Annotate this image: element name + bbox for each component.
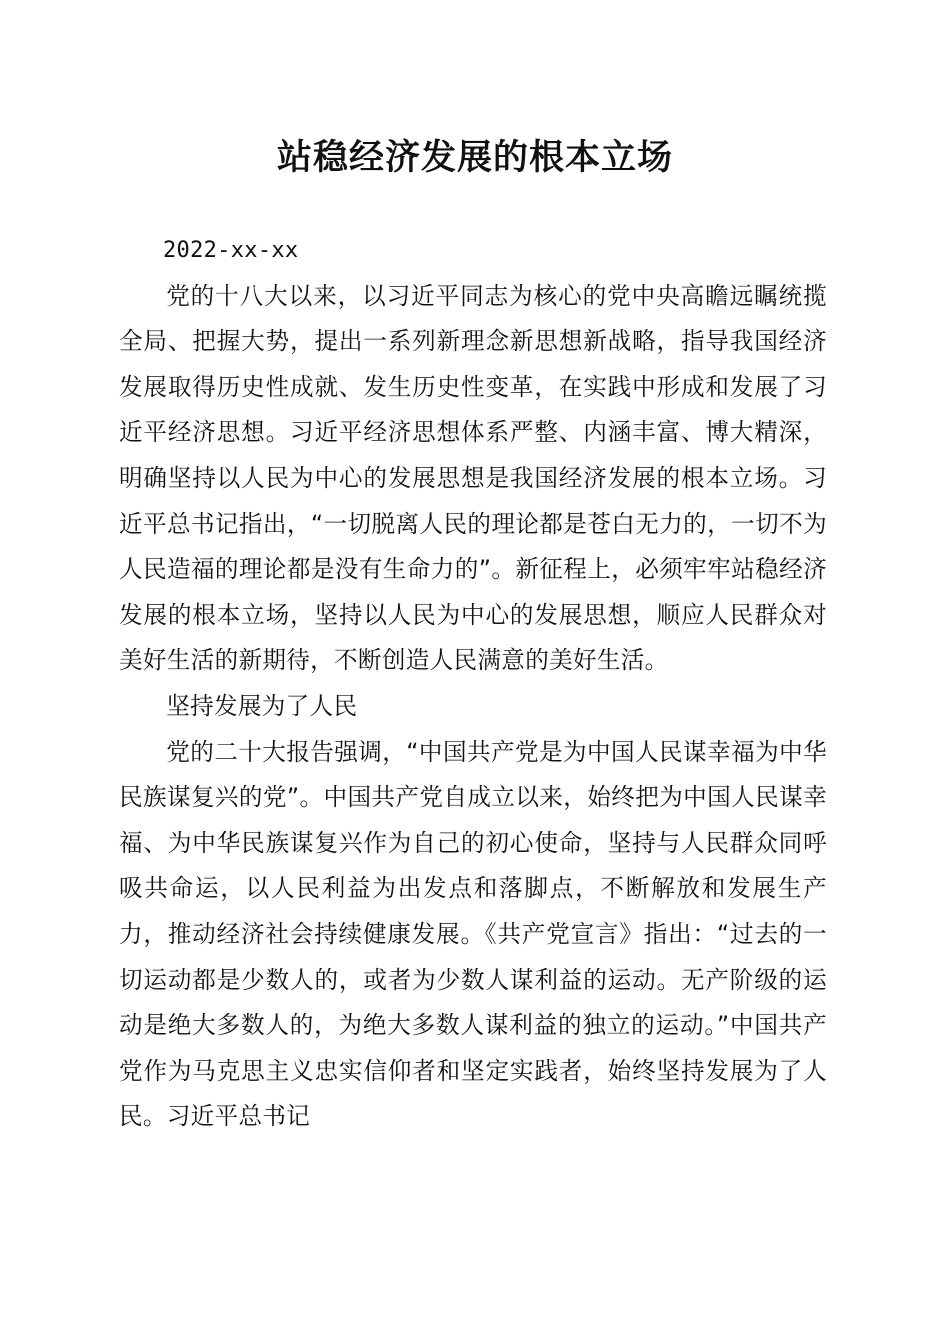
section-heading: 坚持发展为了人民	[166, 691, 358, 720]
paragraph-intro: 党的十八大以来，以习近平同志为核心的党中央高瞻远瞩统揽全局、把握大势，提出一系列新理念新思想新战略，指导我国经济发展取得历史性成就、发生历史性变革，在实践中形成和发展了习近平经济思想。习近平经济思想体系严整、内涵丰富、博大精深，明确坚持以人民为中心的发展思想是我国经济发展的根本立场。习近平总书记指出，“一切脱离人民的理论都是苍白无力的，一切不为人民造福的理论都是没有生命力的”。新征程上，必须牢牢站稳经济发展的根本立场，坚持以人民为中心的发展思想，顺应人民群众对美好生活的新期待，不断创造人民满意的美好生活。	[119, 281, 827, 675]
document-date: 2022-xx-xx	[163, 238, 299, 263]
paragraph-section-1: 党的二十大报告强调，“中国共产党是为中国人民谋幸福为中华民族谋复兴的党”。中国共产党自成立以来，始终把为中国人民谋幸福、为中华民族谋复兴作为自己的初心使命，坚持与人民群众同呼吸共命运，以人民利益为出发点和落脚点，不断解放和发展生产力，推动经济社会持续健康发展。《共产党宣言》指出：“过去的一切运动都是少数人的，或者为少数人谋利益的运动。无产阶级的运动是绝大多数人的，为绝大多数人谋利益的独立的运动。”中国共产党作为马克思主义忠实信仰者和坚定实践者，始终坚持发展为了人民。习近平总书记	[119, 737, 827, 1131]
document-body	[119, 228, 827, 1140]
document-title: 站稳经济发展的根本立场	[276, 137, 673, 178]
